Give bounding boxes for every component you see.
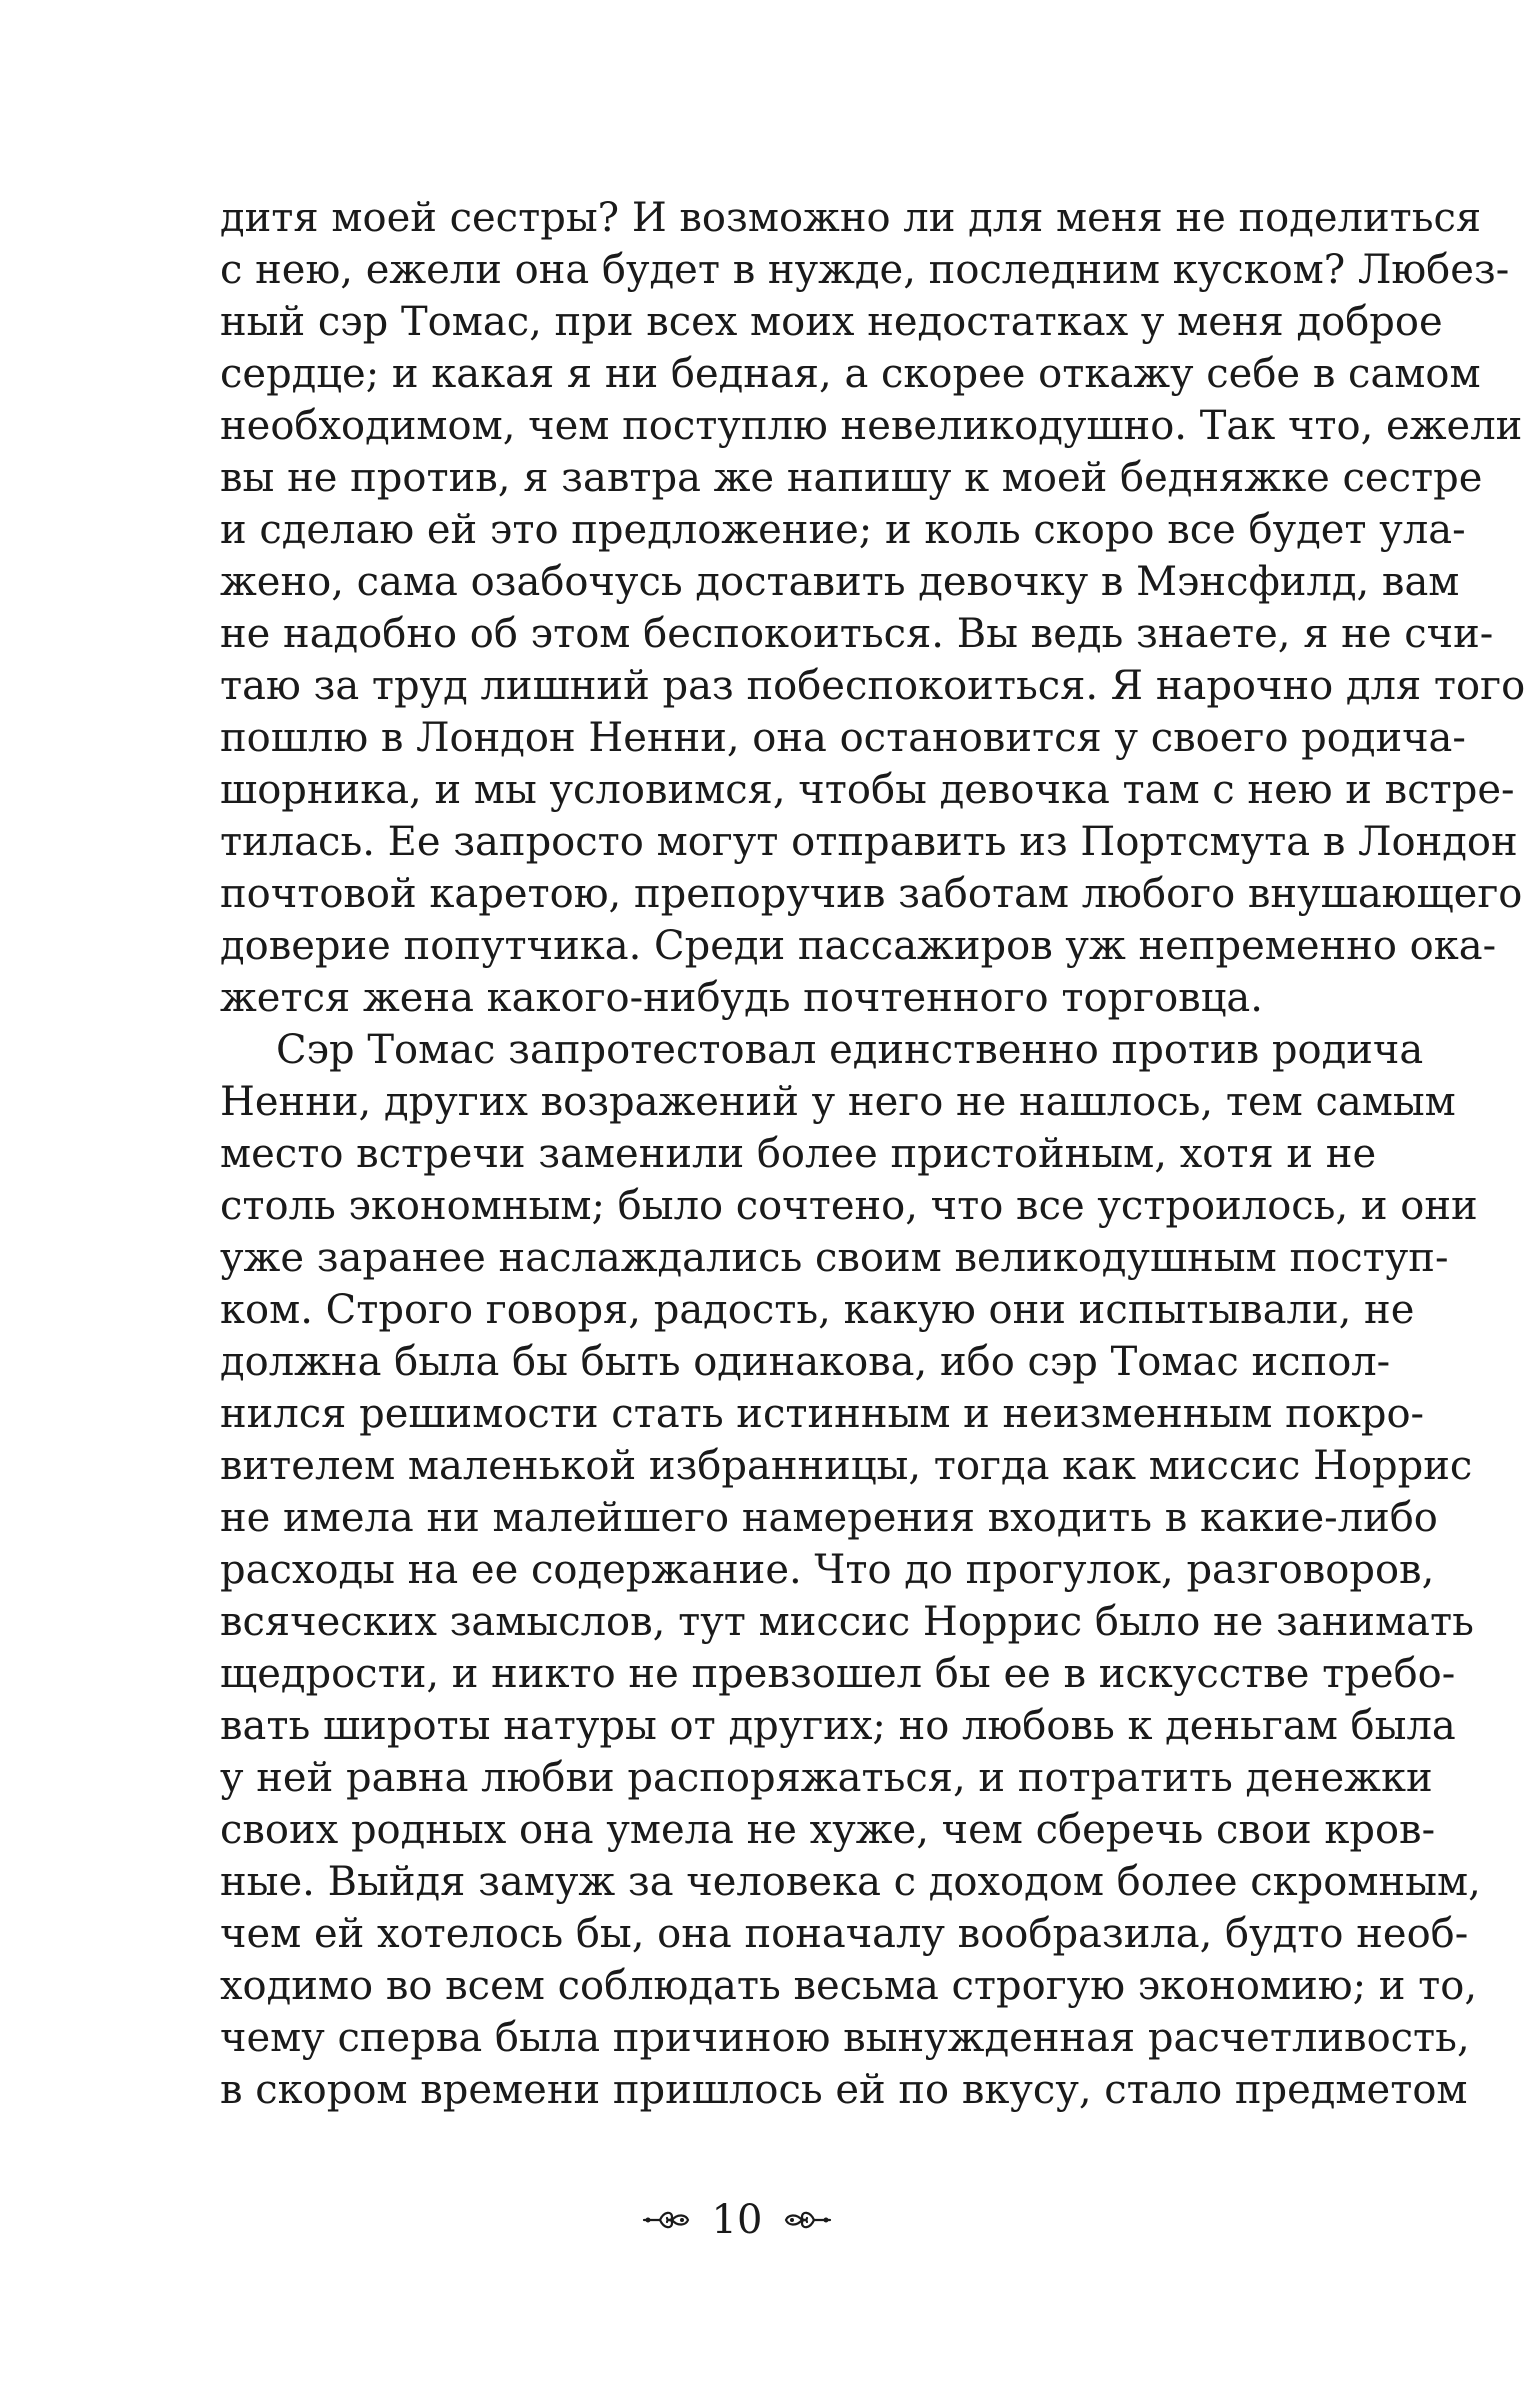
text-line: шорника, и мы условимся, чтобы девочка там с нею и встре- xyxy=(220,767,1515,813)
text-line: вать широты натуры от других; но любовь к деньгам была xyxy=(220,1703,1456,1749)
text-line: расходы на ее содержание. Что до прогулок, разговоров, xyxy=(220,1547,1435,1593)
text-line: место встречи заменили более пристойным, хотя и не xyxy=(220,1131,1377,1177)
text-line: с нею, ежели она будет в нужде, последним куском? Любез- xyxy=(220,247,1510,293)
text-line: тилась. Ее запросто могут отправить из Портсмута в Лондон xyxy=(220,819,1518,865)
text-line: чем ей хотелось бы, она поначалу вообразила, будто необ- xyxy=(220,1911,1469,1957)
text-line: не надобно об этом беспокоиться. Вы ведь знаете, я не счи- xyxy=(220,611,1494,657)
text-line: дитя моей сестры? И возможно ли для меня не поделиться xyxy=(220,195,1482,241)
text-line: пошлю в Лондон Ненни, она остановится у своего родича- xyxy=(220,715,1466,761)
text-line: у ней равна любви распоряжаться, и потратить денежки xyxy=(220,1755,1433,1801)
text-line: доверие попутчика. Среди пассажиров уж непременно ока- xyxy=(220,923,1497,969)
text-line: сердце; и какая я ни бедная, а скорее откажу себе в самом xyxy=(220,351,1481,397)
text-line: Сэр Томас запротестовал единственно против родича xyxy=(276,1027,1424,1073)
floral-ornament-icon xyxy=(782,2205,832,2235)
text-line: ный сэр Томас, при всех моих недостатках у меня доброе xyxy=(220,299,1443,345)
text-line: почтовой каретою, препоручив заботам любого внушающего xyxy=(220,871,1523,917)
text-line: всяческих замыслов, тут миссис Норрис было не занимать xyxy=(220,1599,1474,1645)
text-line: в скором времени пришлось ей по вкусу, стало предметом xyxy=(220,2067,1468,2113)
text-line: чему сперва была причиною вынужденная расчетливость, xyxy=(220,2015,1470,2061)
paragraph xyxy=(220,192,1525,1024)
text-line: необходимом, чем поступлю невеликодушно. Так что, ежели xyxy=(220,403,1523,449)
text-line: и сделаю ей это предложение; и коль скоро все будет ула- xyxy=(220,507,1466,553)
text-line: ходимо во всем соблюдать весьма строгую экономию; и то, xyxy=(220,1963,1478,2009)
text-line: таю за труд лишний раз побеспокоиться. Я нарочно для того xyxy=(220,663,1525,709)
text-line: Ненни, других возражений у него не нашлось, тем самым xyxy=(220,1079,1456,1125)
text-line: щедрости, и никто не превзошел бы ее в искусстве требо- xyxy=(220,1651,1456,1697)
paragraph xyxy=(220,1024,1481,2116)
text-line: ком. Строго говоря, радость, какую они испытывали, не xyxy=(220,1287,1415,1333)
body-text xyxy=(220,192,1525,2116)
text-line: своих родных она умела не хуже, чем сберечь свои кров- xyxy=(220,1807,1436,1853)
text-line: жется жена какого-нибудь почтенного торговца. xyxy=(220,975,1263,1021)
text-line: нился решимости стать истинным и неизменным покро- xyxy=(220,1391,1425,1437)
text-line: уже заранее наслаждались своим великодушным поступ- xyxy=(220,1235,1449,1281)
text-line: ные. Выйдя замуж за человека с доходом более скромным, xyxy=(220,1859,1481,1905)
text-line: жено, сама озабочусь доставить девочку в Мэнсфилд, вам xyxy=(220,559,1460,605)
text-line: не имела ни малейшего намерения входить в какие-либо xyxy=(220,1495,1438,1541)
text-line: вы не против, я завтра же напишу к моей бедняжке сестре xyxy=(220,455,1483,501)
page-footer xyxy=(0,2190,1474,2250)
text-line: вителем маленькой избранницы, тогда как миссис Норрис xyxy=(220,1443,1473,1489)
text-line: столь экономным; было сочтено, что все устроилось, и они xyxy=(220,1183,1478,1229)
page-number: 10 xyxy=(711,2197,763,2243)
floral-ornament-icon xyxy=(642,2205,692,2235)
text-line: должна была бы быть одинакова, ибо сэр Томас испол- xyxy=(220,1339,1391,1385)
